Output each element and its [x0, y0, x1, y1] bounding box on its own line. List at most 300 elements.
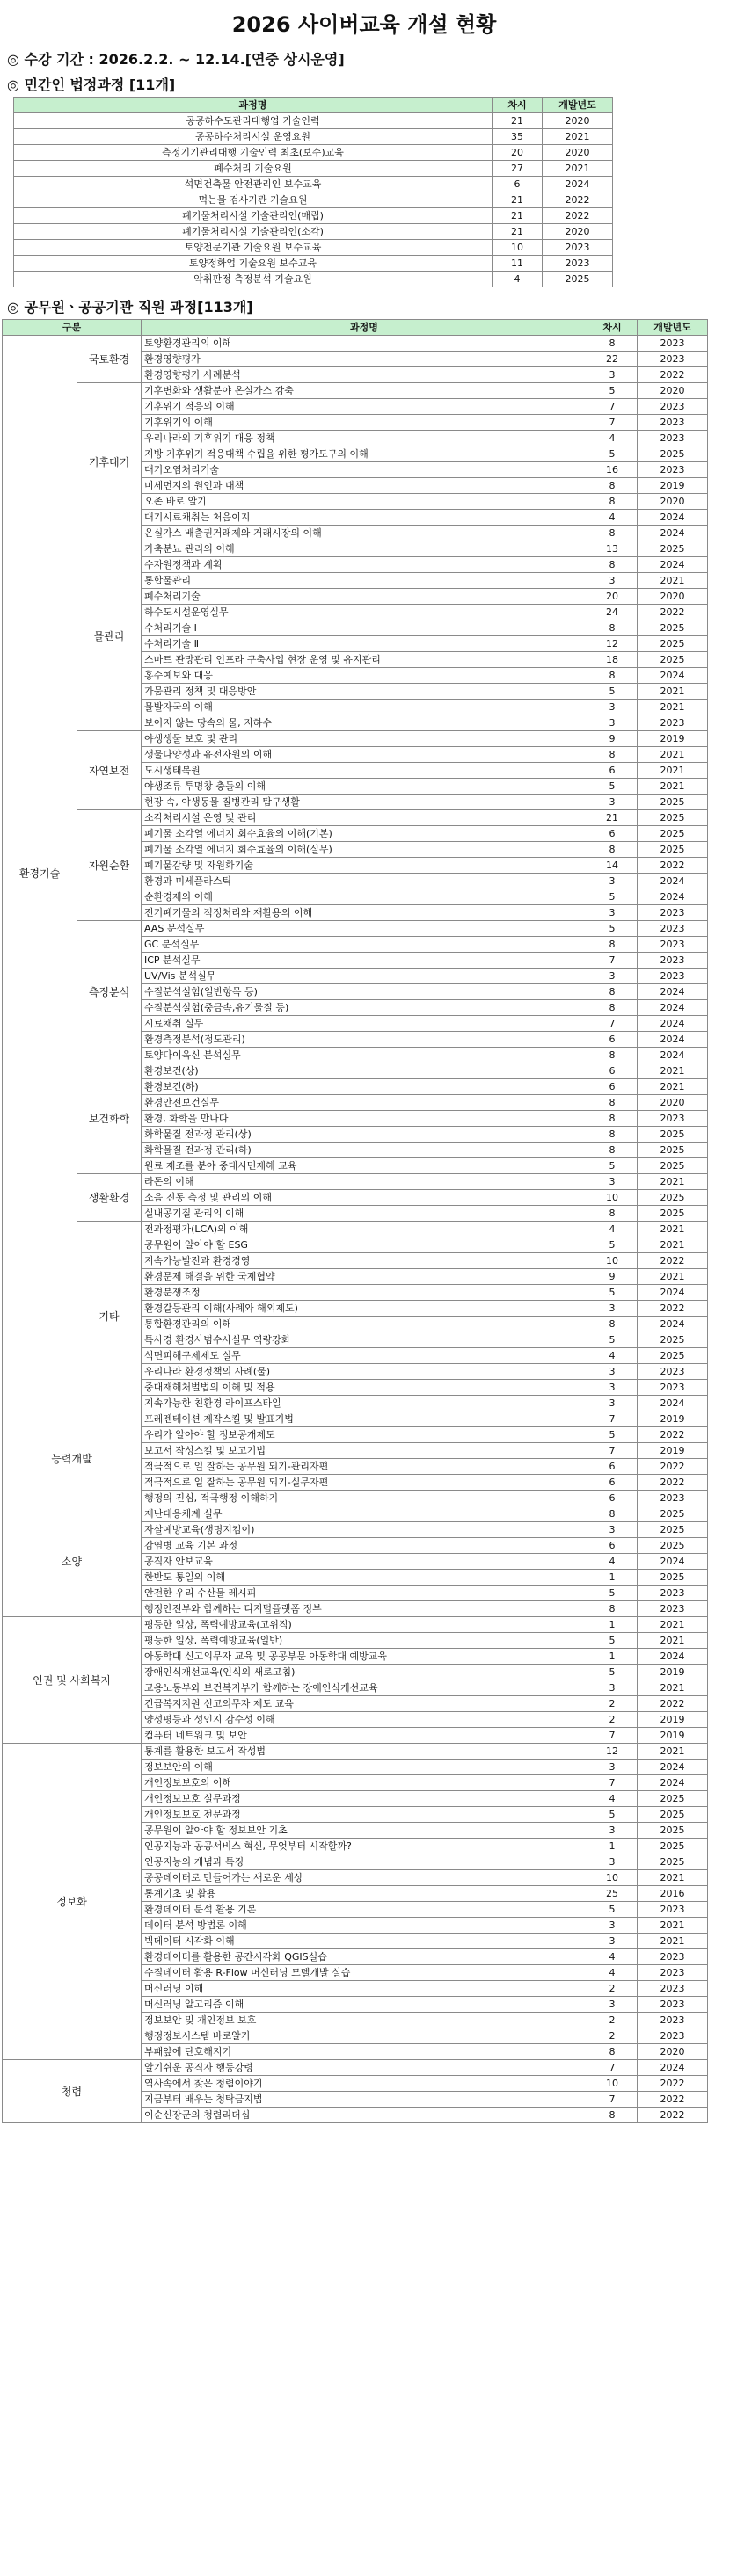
- dev-year-cell: 2023: [638, 431, 708, 446]
- sessions-cell: 5: [587, 1807, 638, 1823]
- sessions-cell: 8: [587, 336, 638, 352]
- subcategory-cell: 자원순환: [77, 810, 142, 921]
- course-name-cell: 감염병 교육 기본 과정: [142, 1538, 587, 1554]
- course-name-cell: 석면건축물 안전관리인 보수교육: [14, 177, 493, 192]
- dev-year-cell: 2022: [638, 367, 708, 383]
- course-name-cell: 통계를 활용한 보고서 작성법: [142, 1744, 587, 1760]
- dev-year-cell: 2023: [638, 336, 708, 352]
- dev-year-cell: 2020: [638, 383, 708, 399]
- course-name-cell: 시료채취 실무: [142, 1016, 587, 1032]
- dev-year-cell: 2025: [638, 636, 708, 652]
- dev-year-cell: 2019: [638, 1665, 708, 1680]
- sessions-cell: 8: [587, 1601, 638, 1617]
- course-name-cell: 지금부터 배우는 청탁금지법: [142, 2092, 587, 2108]
- sessions-cell: 2: [587, 1981, 638, 1997]
- dev-year-cell: 2024: [638, 874, 708, 889]
- sessions-cell: 6: [493, 177, 543, 192]
- course-name-cell: 미세먼지의 원인과 대책: [142, 478, 587, 494]
- sessions-cell: 8: [587, 2044, 638, 2060]
- table-row: [14, 145, 613, 161]
- sessions-cell: 35: [493, 129, 543, 145]
- course-name-cell: 공공하수도관리대행업 기술인력: [14, 113, 493, 129]
- course-name-cell: 지속가능한 친환경 라이프스타일: [142, 1396, 587, 1411]
- course-name-cell: 수질분석실험(일반항목 등): [142, 984, 587, 1000]
- private-course-table: [13, 97, 613, 287]
- dev-year-cell: 2024: [638, 1032, 708, 1048]
- sessions-cell: 6: [587, 1032, 638, 1048]
- course-name-cell: 우리가 알아야 할 정보공개제도: [142, 1427, 587, 1443]
- sessions-cell: 8: [587, 1095, 638, 1111]
- course-name-cell: 지방 기후위기 적응대책 수립을 위한 평가도구의 이해: [142, 446, 587, 462]
- dev-year-cell: 2021: [638, 573, 708, 589]
- dev-year-cell: 2019: [638, 1728, 708, 1744]
- sessions-cell: 2: [587, 1712, 638, 1728]
- course-name-cell: 공직자 안보교육: [142, 1554, 587, 1570]
- sessions-cell: 8: [587, 1206, 638, 1222]
- table-row: [14, 113, 613, 129]
- public-section-heading: ◎ 공무원ㆍ공공기관 직원 과정[113개]: [7, 299, 253, 316]
- course-name-cell: 소각처리시설 운영 및 관리: [142, 810, 587, 826]
- course-name-cell: 공공데이터로 만들어가는 새로운 세상: [142, 1870, 587, 1886]
- dev-year-cell: 2024: [638, 1760, 708, 1775]
- table-row: [14, 208, 613, 224]
- dev-year-cell: 2025: [638, 1332, 708, 1348]
- dev-year-cell: 2024: [638, 1048, 708, 1063]
- sessions-cell: 5: [587, 921, 638, 937]
- dev-year-cell: 2023: [638, 1491, 708, 1506]
- course-name-cell: 오존 바로 알기: [142, 494, 587, 510]
- subcategory-cell: 생활환경: [77, 1174, 142, 1222]
- dev-year-cell: 2022: [638, 2092, 708, 2108]
- dev-year-cell: 2025: [638, 620, 708, 636]
- sessions-cell: 3: [587, 1522, 638, 1538]
- dev-year-cell: 2024: [638, 1649, 708, 1665]
- table-row: [3, 1744, 708, 1760]
- table-row: [14, 177, 613, 192]
- course-name-cell: 환경영향평가 사례분석: [142, 367, 587, 383]
- course-name-cell: 통합환경관리의 이해: [142, 1317, 587, 1332]
- course-name-cell: 행정안전부와 함께하는 디지털플랫폼 정부: [142, 1601, 587, 1617]
- course-name-cell: 환경보건(상): [142, 1063, 587, 1079]
- course-name-cell: 환경안전보건실무: [142, 1095, 587, 1111]
- sessions-cell: 3: [587, 715, 638, 731]
- sessions-cell: 8: [587, 668, 638, 684]
- course-name-cell: 수자원정책과 계획: [142, 557, 587, 573]
- sessions-cell: 3: [587, 1364, 638, 1380]
- course-name-cell: 폐수처리 기술요원: [14, 161, 493, 177]
- dev-year-cell: 2022: [638, 2076, 708, 2092]
- sessions-cell: 27: [493, 161, 543, 177]
- course-name-cell: 환경과 미세플라스틱: [142, 874, 587, 889]
- table-header-row: [3, 320, 708, 336]
- sessions-cell: 8: [587, 620, 638, 636]
- sessions-cell: 8: [587, 1111, 638, 1127]
- course-name-cell: 행정의 진심, 적극행정 이해하기: [142, 1491, 587, 1506]
- dev-year-cell: 2023: [638, 1380, 708, 1396]
- sessions-cell: 6: [587, 826, 638, 842]
- header-sessions: 차시: [587, 320, 638, 336]
- course-name-cell: 도시생태복원: [142, 763, 587, 779]
- sessions-cell: 5: [587, 446, 638, 462]
- category-cell: 소양: [3, 1506, 142, 1617]
- table-row: [3, 1617, 708, 1633]
- course-name-cell: 폐기물처리시설 기술관리인(소각): [14, 224, 493, 240]
- dev-year-cell: 2021: [638, 1222, 708, 1237]
- dev-year-cell: 2020: [543, 145, 613, 161]
- header-dev-year: 개발년도: [638, 320, 708, 336]
- sessions-cell: 3: [587, 874, 638, 889]
- dev-year-cell: 2019: [638, 1411, 708, 1427]
- course-name-cell: 긴급복지지원 신고의무자 제도 교육: [142, 1696, 587, 1712]
- course-name-cell: 수처리기술 Ⅰ: [142, 620, 587, 636]
- dev-year-cell: 2024: [638, 1000, 708, 1016]
- table-row: [3, 383, 708, 399]
- dev-year-cell: 2019: [638, 731, 708, 747]
- dev-year-cell: 2023: [638, 953, 708, 969]
- subcategory-cell: 자연보전: [77, 731, 142, 810]
- course-name-cell: 먹는물 검사기관 기술요원: [14, 192, 493, 208]
- sessions-cell: 8: [587, 478, 638, 494]
- course-name-cell: 하수도시설운영실무: [142, 605, 587, 620]
- course-name-cell: GC 분석실무: [142, 937, 587, 953]
- course-name-cell: 프레젠테이션 제작스킬 및 발표기법: [142, 1411, 587, 1427]
- course-name-cell: 원료 제조를 분야 중대시민재해 교육: [142, 1158, 587, 1174]
- subcategory-cell: 국토환경: [77, 336, 142, 383]
- table-row: [3, 1063, 708, 1079]
- course-name-cell: 환경, 화학을 만나다: [142, 1111, 587, 1127]
- dev-year-cell: 2020: [543, 224, 613, 240]
- subcategory-cell: 물관리: [77, 541, 142, 731]
- course-name-cell: 공공하수처리시설 운영요원: [14, 129, 493, 145]
- dev-year-cell: 2025: [638, 1570, 708, 1586]
- sessions-cell: 6: [587, 1459, 638, 1475]
- course-name-cell: 환경문제 해결을 위한 국제협약: [142, 1269, 587, 1285]
- course-name-cell: 토양환경관리의 이해: [142, 336, 587, 352]
- dev-year-cell: 2023: [638, 1965, 708, 1981]
- dev-year-cell: 2025: [638, 1190, 708, 1206]
- sessions-cell: 5: [587, 1633, 638, 1649]
- dev-year-cell: 2021: [543, 129, 613, 145]
- dev-year-cell: 2023: [543, 256, 613, 272]
- dev-year-cell: 2021: [638, 1237, 708, 1253]
- dev-year-cell: 2022: [638, 1475, 708, 1491]
- dev-year-cell: 2021: [638, 1633, 708, 1649]
- sessions-cell: 8: [587, 494, 638, 510]
- course-name-cell: 양성평등과 성인지 감수성 이해: [142, 1712, 587, 1728]
- course-name-cell: 전과정평가(LCA)의 이해: [142, 1222, 587, 1237]
- course-name-cell: 기후위기의 이해: [142, 415, 587, 431]
- sessions-cell: 3: [587, 1174, 638, 1190]
- sessions-cell: 7: [587, 1016, 638, 1032]
- sessions-cell: 14: [587, 858, 638, 874]
- page-title: 2026 사이버교육 개설 현황: [231, 12, 497, 37]
- course-name-cell: UV/Vis 분석실무: [142, 969, 587, 984]
- dev-year-cell: 2025: [638, 446, 708, 462]
- sessions-cell: 10: [587, 1253, 638, 1269]
- course-name-cell: 환경갈등관리 이해(사례와 해외제도): [142, 1301, 587, 1317]
- sessions-cell: 3: [587, 1997, 638, 2013]
- course-name-cell: 생물다양성과 유전자원의 이해: [142, 747, 587, 763]
- table-row: [14, 192, 613, 208]
- sessions-cell: 1: [587, 1617, 638, 1633]
- course-name-cell: 화학물질 전과정 관리(하): [142, 1143, 587, 1158]
- dev-year-cell: 2021: [638, 1269, 708, 1285]
- sessions-cell: 3: [587, 573, 638, 589]
- course-name-cell: 이순신장군의 청렴리더십: [142, 2108, 587, 2123]
- sessions-cell: 3: [587, 1301, 638, 1317]
- dev-year-cell: 2025: [638, 1522, 708, 1538]
- dev-year-cell: 2021: [638, 1870, 708, 1886]
- dev-year-cell: 2019: [638, 478, 708, 494]
- sessions-cell: 21: [493, 113, 543, 129]
- sessions-cell: 5: [587, 1332, 638, 1348]
- dev-year-cell: 2025: [543, 272, 613, 287]
- dev-year-cell: 2022: [638, 2108, 708, 2123]
- sessions-cell: 7: [587, 953, 638, 969]
- dev-year-cell: 2023: [543, 240, 613, 256]
- dev-year-cell: 2025: [638, 1206, 708, 1222]
- course-name-cell: 환경데이터를 활용한 공간시각화 QGIS실습: [142, 1949, 587, 1965]
- dev-year-cell: 2023: [638, 715, 708, 731]
- course-name-cell: 장애인식개선교육(인식의 새로고침): [142, 1665, 587, 1680]
- sessions-cell: 5: [587, 1237, 638, 1253]
- course-name-cell: 현장 속, 야생동물 질병관리 탐구생활: [142, 795, 587, 810]
- sessions-cell: 4: [587, 1949, 638, 1965]
- table-row: [3, 1411, 708, 1427]
- sessions-cell: 1: [587, 1570, 638, 1586]
- sessions-cell: 21: [493, 208, 543, 224]
- sessions-cell: 2: [587, 2013, 638, 2028]
- dev-year-cell: 2023: [638, 1997, 708, 2013]
- course-name-cell: 적극적으로 일 잘하는 공무원 되기-실무자편: [142, 1475, 587, 1491]
- sessions-cell: 8: [587, 1317, 638, 1332]
- public-course-table: [2, 319, 708, 2123]
- dev-year-cell: 2022: [638, 1459, 708, 1475]
- course-name-cell: 스마트 관망관리 인프라 구축사업 현장 운영 및 유지관리: [142, 652, 587, 668]
- dev-year-cell: 2023: [638, 1902, 708, 1918]
- subcategory-cell: 기후대기: [77, 383, 142, 541]
- sessions-cell: 21: [493, 192, 543, 208]
- dev-year-cell: 2025: [638, 826, 708, 842]
- dev-year-cell: 2021: [638, 1617, 708, 1633]
- sessions-cell: 6: [587, 1475, 638, 1491]
- header-course-name: 과정명: [142, 320, 587, 336]
- table-row: [14, 161, 613, 177]
- dev-year-cell: 2020: [638, 2044, 708, 2060]
- sessions-cell: 9: [587, 1269, 638, 1285]
- sessions-cell: 7: [587, 2060, 638, 2076]
- table-row: [3, 921, 708, 937]
- dev-year-cell: 2024: [638, 510, 708, 526]
- course-name-cell: 대기오염처리기술: [142, 462, 587, 478]
- dev-year-cell: 2024: [638, 1775, 708, 1791]
- course-name-cell: 고용노동부와 보건복지부가 함께하는 장애인식개선교육: [142, 1680, 587, 1696]
- sessions-cell: 11: [493, 256, 543, 272]
- table-header-row: [14, 98, 613, 113]
- sessions-cell: 4: [587, 1791, 638, 1807]
- category-cell: 능력개발: [3, 1411, 142, 1506]
- dev-year-cell: 2025: [638, 810, 708, 826]
- dev-year-cell: 2025: [638, 1158, 708, 1174]
- dev-year-cell: 2016: [638, 1886, 708, 1902]
- dev-year-cell: 2025: [638, 1348, 708, 1364]
- header-sessions: 차시: [493, 98, 543, 113]
- sessions-cell: 10: [587, 1190, 638, 1206]
- sessions-cell: 20: [493, 145, 543, 161]
- sessions-cell: 4: [587, 1348, 638, 1364]
- dev-year-cell: 2021: [638, 779, 708, 795]
- dev-year-cell: 2023: [638, 1981, 708, 1997]
- dev-year-cell: 2024: [638, 1317, 708, 1332]
- sessions-cell: 6: [587, 1063, 638, 1079]
- dev-year-cell: 2024: [638, 668, 708, 684]
- dev-year-cell: 2025: [638, 1839, 708, 1854]
- course-name-cell: 알기쉬운 공직자 행동강령: [142, 2060, 587, 2076]
- dev-year-cell: 2023: [638, 399, 708, 415]
- sessions-cell: 8: [587, 937, 638, 953]
- sessions-cell: 3: [587, 1918, 638, 1934]
- course-name-cell: 특사경 환경사범수사실무 역량강화: [142, 1332, 587, 1348]
- header-category: 구분: [3, 320, 142, 336]
- sessions-cell: 8: [587, 984, 638, 1000]
- sessions-cell: 5: [587, 1285, 638, 1301]
- dev-year-cell: 2021: [638, 1918, 708, 1934]
- course-name-cell: 폐기물 소각열 에너지 회수효율의 이해(실무): [142, 842, 587, 858]
- course-name-cell: 대기시료채취는 처음이지: [142, 510, 587, 526]
- sessions-cell: 5: [587, 1427, 638, 1443]
- sessions-cell: 3: [587, 1854, 638, 1870]
- course-name-cell: 인공지능의 개념과 특징: [142, 1854, 587, 1870]
- dev-year-cell: 2025: [638, 1127, 708, 1143]
- course-name-cell: 폐수처리기술: [142, 589, 587, 605]
- course-name-cell: 기후변화와 생활분야 온실가스 감축: [142, 383, 587, 399]
- course-name-cell: 머신러닝 알고리즘 이해: [142, 1997, 587, 2013]
- dev-year-cell: 2020: [638, 1095, 708, 1111]
- course-name-cell: 야생생물 보호 및 관리: [142, 731, 587, 747]
- sessions-cell: 8: [587, 747, 638, 763]
- course-name-cell: 환경보건(하): [142, 1079, 587, 1095]
- sessions-cell: 4: [587, 510, 638, 526]
- course-name-cell: 빅데이터 시각화 이해: [142, 1934, 587, 1949]
- course-name-cell: 개인정보보호 전문과정: [142, 1807, 587, 1823]
- sessions-cell: 3: [587, 969, 638, 984]
- sessions-cell: 7: [587, 1411, 638, 1427]
- sessions-cell: 6: [587, 1079, 638, 1095]
- dev-year-cell: 2022: [543, 208, 613, 224]
- sessions-cell: 8: [587, 526, 638, 541]
- table-row: [3, 731, 708, 747]
- dev-year-cell: 2023: [638, 1601, 708, 1617]
- sessions-cell: 7: [587, 1443, 638, 1459]
- sessions-cell: 1: [587, 1839, 638, 1854]
- sessions-cell: 8: [587, 1127, 638, 1143]
- sessions-cell: 8: [587, 1143, 638, 1158]
- sessions-cell: 18: [587, 652, 638, 668]
- dev-year-cell: 2023: [638, 2013, 708, 2028]
- sessions-cell: 7: [587, 399, 638, 415]
- sessions-cell: 4: [493, 272, 543, 287]
- dev-year-cell: 2025: [638, 795, 708, 810]
- course-name-cell: 순환경제의 이해: [142, 889, 587, 905]
- sessions-cell: 9: [587, 731, 638, 747]
- course-name-cell: 우리나라의 기후위기 대응 정책: [142, 431, 587, 446]
- course-name-cell: 통합물관리: [142, 573, 587, 589]
- dev-year-cell: 2025: [638, 1807, 708, 1823]
- sessions-cell: 3: [587, 1823, 638, 1839]
- course-name-cell: 우리나라 환경정책의 사례(물): [142, 1364, 587, 1380]
- sessions-cell: 7: [587, 2092, 638, 2108]
- table-row: [14, 272, 613, 287]
- sessions-cell: 3: [587, 1380, 638, 1396]
- sessions-cell: 13: [587, 541, 638, 557]
- dev-year-cell: 2025: [638, 1854, 708, 1870]
- course-name-cell: 환경측정분석(정도관리): [142, 1032, 587, 1048]
- course-name-cell: 중대재해처벌법의 이해 및 적용: [142, 1380, 587, 1396]
- dev-year-cell: 2023: [638, 462, 708, 478]
- dev-year-cell: 2021: [638, 1744, 708, 1760]
- dev-year-cell: 2022: [638, 1427, 708, 1443]
- dev-year-cell: 2022: [543, 192, 613, 208]
- table-row: [3, 541, 708, 557]
- dev-year-cell: 2021: [638, 1680, 708, 1696]
- dev-year-cell: 2023: [638, 352, 708, 367]
- course-name-cell: 컴퓨터 네트워크 및 보안: [142, 1728, 587, 1744]
- course-name-cell: 통계기초 및 활용: [142, 1886, 587, 1902]
- course-name-cell: 석면피해구제제도 실무: [142, 1348, 587, 1364]
- dev-year-cell: 2024: [638, 1554, 708, 1570]
- course-name-cell: 아동학대 신고의무자 교육 및 공공부문 아동학대 예방교육: [142, 1649, 587, 1665]
- dev-year-cell: 2023: [638, 415, 708, 431]
- table-row: [3, 1174, 708, 1190]
- course-name-cell: 적극적으로 일 잘하는 공무원 되기-관리자편: [142, 1459, 587, 1475]
- sessions-cell: 5: [587, 889, 638, 905]
- dev-year-cell: 2025: [638, 1791, 708, 1807]
- course-name-cell: 환경분쟁조정: [142, 1285, 587, 1301]
- course-name-cell: 폐기물 소각열 에너지 회수효율의 이해(기본): [142, 826, 587, 842]
- sessions-cell: 25: [587, 1886, 638, 1902]
- sessions-cell: 1: [587, 1649, 638, 1665]
- sessions-cell: 3: [587, 367, 638, 383]
- course-name-cell: 라돈의 이해: [142, 1174, 587, 1190]
- dev-year-cell: 2023: [638, 905, 708, 921]
- dev-year-cell: 2024: [638, 889, 708, 905]
- subcategory-cell: 보건화학: [77, 1063, 142, 1174]
- course-name-cell: 화학물질 전과정 관리(상): [142, 1127, 587, 1143]
- course-name-cell: 토양다이옥신 분석실무: [142, 1048, 587, 1063]
- sessions-cell: 2: [587, 1696, 638, 1712]
- table-row: [3, 1222, 708, 1237]
- sessions-cell: 5: [587, 1902, 638, 1918]
- sessions-cell: 3: [587, 1680, 638, 1696]
- table-row: [3, 336, 708, 352]
- dev-year-cell: 2023: [638, 969, 708, 984]
- course-name-cell: 재난대응체계 실무: [142, 1506, 587, 1522]
- sessions-cell: 3: [587, 1396, 638, 1411]
- sessions-cell: 8: [587, 1506, 638, 1522]
- table-row: [3, 2060, 708, 2076]
- course-name-cell: 온실가스 배출권거래제와 거래시장의 이해: [142, 526, 587, 541]
- sessions-cell: 3: [587, 1934, 638, 1949]
- sessions-cell: 3: [587, 905, 638, 921]
- course-name-cell: 측정기기관리대행 기술인력 최초(보수)교육: [14, 145, 493, 161]
- sessions-cell: 8: [587, 1000, 638, 1016]
- table-row: [14, 224, 613, 240]
- dev-year-cell: 2022: [638, 858, 708, 874]
- dev-year-cell: 2021: [638, 763, 708, 779]
- course-name-cell: ICP 분석실무: [142, 953, 587, 969]
- course-name-cell: 부패앞에 단호해지기: [142, 2044, 587, 2060]
- course-name-cell: 지속가능발전과 환경경영: [142, 1253, 587, 1269]
